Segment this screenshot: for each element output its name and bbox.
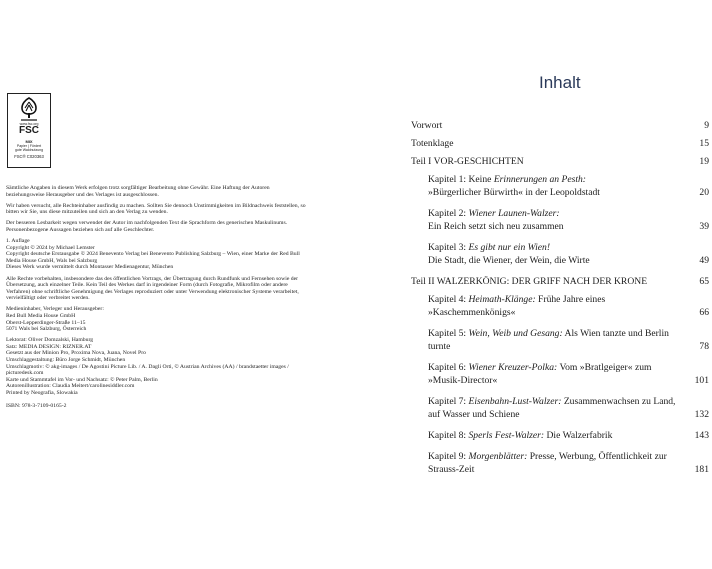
imprint-all-rights: Alle Rechte vorbehalten, insbesondere das des öffentlichen Vortrags, der Übertragung durch Rundfunk und Fernsehen sowie der Übersetzung, auch einzelner Teile. Kein Teil des Werkes darf in irgendeiner Form (durch Fotografie, Mikrofilm oder andere Verfahren) ohne schriftliche Genehmigung des Verlages reproduziert oder unter Verwendung elektronischer Systeme verarbeitet, vervielfältigt oder verbreitet werden. (6, 275, 299, 302)
imprint-disclaimer: Sämtliche Angaben in diesem Werk erfolgen trotz sorgfältiger Bearbeitung ohne Gewähr. Eine Haftung der Autoren beziehungsweise Herausgeber und des Verlages ist ausgeschlossen. (6, 185, 270, 198)
toc-entry-text: Totenklage (411, 138, 454, 149)
toc-chapter-8[interactable] (411, 429, 709, 442)
chapter-prefix: Kapitel 7: (428, 396, 469, 407)
toc-page-number: 39 (699, 221, 709, 232)
imprint-isbn: ISBN: 978-3-7109-0165-2 (6, 402, 67, 409)
imprint-language-note: Der besseren Lesbarkeit wegen verwendet der Autor im nachfolgenden Text die Sprachform des generischen Maskulinums. Personenbezogene Aussagen beziehen sich auf alle Geschlechter. (6, 220, 288, 233)
toc-entry-text: Vorwort (411, 120, 443, 131)
toc-part-1[interactable] (411, 155, 709, 168)
fsc-mix: MIX (25, 139, 33, 144)
chapter-subtitle: »Bürgerlicher Bürwirth« in der Leopoldstadt (428, 187, 600, 198)
toc-page-number: 65 (699, 276, 709, 287)
toc-page-number: 132 (694, 409, 709, 420)
chapter-subtitle: Die Stadt, die Wiener, der Wein, die Wirte (428, 255, 590, 266)
chapter-title: Es gibt nur ein Wien! (468, 242, 551, 253)
chapter-prefix: Kapitel 4: (428, 294, 469, 305)
toc-page-number: 101 (694, 375, 709, 386)
toc-page-number: 49 (699, 255, 709, 266)
chapter-subtitle: Als Wien tanzte und Berlin turnte (428, 328, 669, 352)
toc-entry-totenklage[interactable] (411, 137, 709, 150)
toc-chapter-7[interactable] (411, 395, 709, 421)
fsc-tree-icon (16, 96, 42, 122)
chapter-subtitle: Presse, Werbung, Öffentlichkeit zur Strauss-Zeit (428, 451, 667, 475)
chapter-subtitle: Frühe Jahre eines »Kaschemmenkönigs« (428, 294, 606, 318)
chapter-subtitle: Zusammenwachsen zu Land, auf Wasser und Schiene (428, 396, 676, 420)
chapter-prefix: Kapitel 9: (428, 451, 469, 462)
chapter-title: Eisenbahn-Lust-Walzer: (468, 396, 562, 407)
chapter-title: Wiener Launen-Walzer: (468, 208, 560, 219)
chapter-title: Wein, Weib und Gesang: (468, 328, 563, 339)
chapter-title: Sperls Fest-Walzer: (468, 430, 545, 441)
chapter-prefix: Kapitel 6: (428, 362, 469, 373)
toc-page-number: 20 (699, 187, 709, 198)
chapter-title: Erinnerungen an Pesth: (493, 174, 587, 185)
toc-title: Inhalt (539, 73, 581, 92)
chapter-title: Wiener Kreuzer-Polka: (468, 362, 558, 373)
fsc-code: FSC® C020363 (14, 154, 44, 159)
fsc-logo (7, 93, 51, 168)
table-of-contents (411, 119, 709, 484)
chapter-title: Heimath-Klänge: (468, 294, 536, 305)
toc-chapter-1[interactable] (411, 173, 709, 199)
fsc-url: www.fsc.org (19, 122, 39, 126)
chapter-subtitle: Vom »Bratlgeiger« zum »Musik-Director« (428, 362, 652, 386)
chapter-title: Morgenblätter: (468, 451, 528, 462)
chapter-prefix: Kapitel 2: (428, 208, 469, 219)
toc-page-number: 19 (699, 156, 709, 167)
toc-page-number: 143 (694, 430, 709, 441)
toc-chapter-3[interactable] (411, 241, 709, 267)
fsc-desc-1: Papier | Fördert (16, 144, 42, 148)
imprint-publisher: Medieninhaber, Verleger und Herausgeber: Red Bull Media House GmbH Oberst-Lepperdinger-Straße 11–15 5071 Wals bei Salzburg, Österreich (6, 306, 104, 333)
toc-entry-vorwort[interactable] (411, 119, 709, 132)
toc-part-2[interactable] (411, 275, 709, 288)
toc-page-number: 15 (699, 138, 709, 149)
imprint-copyright: 1. Auflage Copyright © 2024 by Michael Lemster Copyright deutsche Erstausgabe © 2024 Benevento Verlag bei Benevento Publishing Salzburg – Wien, einer Marke der Red Bull Media House GmbH, Wals bei Salzburg Dieses Werk wurde vermittelt durch Montasser Medienagentur, München (6, 238, 300, 271)
chapter-prefix: Kapitel 5: (428, 328, 469, 339)
toc-entry-text: Teil I VOR-GESCHICHTEN (411, 156, 524, 167)
toc-chapter-5[interactable] (411, 327, 709, 353)
toc-page-number: 9 (704, 120, 709, 131)
chapter-subtitle: Ein Reich setzt sich neu zusammen (428, 221, 564, 232)
imprint-rights-holders: Wir haben versucht, alle Rechteinhaber ausfindig zu machen. Sollten Sie dennoch Unstimmigkeiten im Bildnachweis feststellen, so bitten wir Sie, uns diese mitzuteilen und sich an den Verlag zu wenden. (6, 202, 306, 216)
toc-page-number: 78 (699, 341, 709, 352)
fsc-desc-2: gute Waldnutzung (14, 148, 44, 152)
imprint-credits: Lektorat: Oliver Domzalski, Hamburg Satz: MEDIA DESIGN: RIZNER.AT Gesetzt aus der Minion Pro, Proxima Nova, Juana, Novel Pro Umschlaggestaltung: Büro Jorge Schmidt, München Umschlagmotiv: © akg-images / De Agostini Picture Lib. / A. Dagli Orti, © Austrian Archives (AA) / brandstaetter images / picturedesk.com Karte und Stammtafel im Vor- und Nachsatz: © Peter Palm, Berlin Autorenillustration: Claudia Meitert/carolinesiddler.com Printed by Neografia, Slowakia (6, 337, 289, 397)
chapter-prefix: Kapitel 3: (428, 242, 469, 253)
toc-chapter-2[interactable] (411, 207, 709, 233)
toc-chapter-4[interactable] (411, 293, 709, 319)
toc-page-number: 181 (694, 464, 709, 475)
toc-chapter-6[interactable] (411, 361, 709, 387)
imprint (6, 185, 306, 414)
chapter-prefix: Kapitel 8: (428, 430, 469, 441)
chapter-prefix: Kapitel 1: Keine (428, 174, 494, 185)
toc-chapter-9[interactable] (411, 450, 709, 476)
chapter-subtitle: Die Walzerfabrik (544, 430, 613, 441)
toc-page-number: 66 (699, 307, 709, 318)
fsc-label: FSC (19, 125, 39, 136)
toc-entry-text: Teil II WALZERKÖNIG: DER GRIFF NACH DER KRONE (411, 276, 648, 287)
right-page (356, 0, 712, 569)
